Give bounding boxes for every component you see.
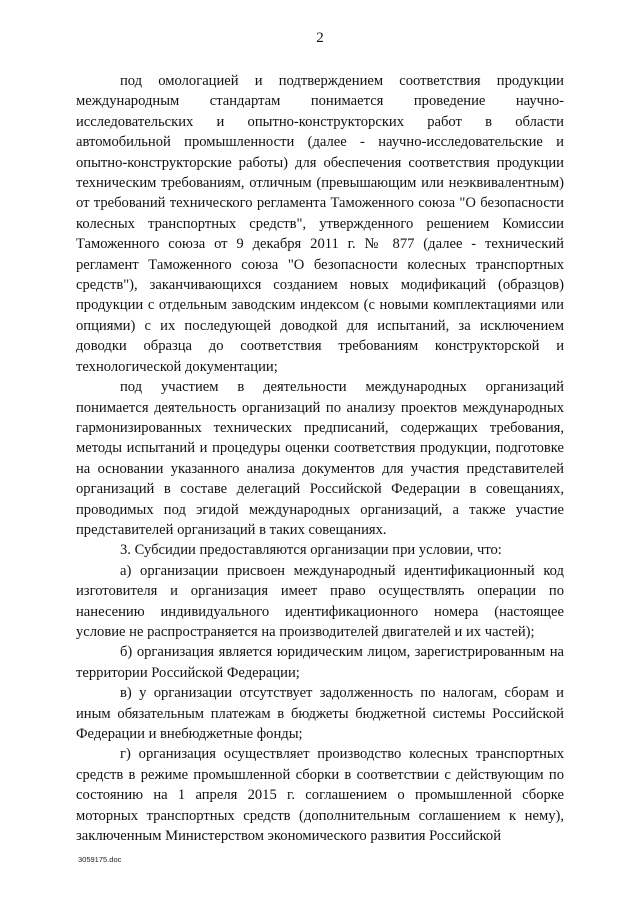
footer-document-id: 3059175.doc — [78, 855, 122, 864]
paragraph-international-participation-definition: под участием в деятельности международных организаций понимается деятельность организаций по анализу проектов международных гармонизированных технических предписаний, содержащих требования, методы испытаний и процедуры оценки соответствия продукции, подготовке на основании указанного анализа документов для участия представителей организаций в составе делегаций Российской Федерации в совещаниях, проводимых под эгидой международных организаций, а также участие представителей организаций в таких совещаниях. — [76, 379, 564, 538]
paragraph-homologation-definition: под омологацией и подтверждением соответствия продукции международным стандартам понимается проведение научно-исследовательских и опытно-конструкторских работ в области автомобильной промышленности (далее - научно-исследовательские и опытно-конструкторские работы) для обеспечения соответствия продукции техническим требованиям, отличным (превышающим или неэквивалентным) от требований технического регламента Таможенного союза "О безопасности колесных транспортных средств", утвержденного решением Комиссии Таможенного союза от 9 декабря 2011 г. № 877 (далее - технический регламент Таможенного союза "О безопасности колесных транспортных средств"), заканчивающихся созданием новых модификаций (образцов) продукции с отдельным заводским индексом (с новыми комплектациями или опциями) с их последующей доводкой для испытаний, за исключением доводки образца до соответствия требованиям конструкторской и технологической документации; — [76, 73, 564, 375]
paragraph-subsidy-conditions: 3. Субсидии предоставляются организации при условии, что: — [120, 542, 502, 559]
paragraph-condition-b: б) организация является юридическим лицом, зарегистрированным на территории Российской Федерации; — [76, 644, 564, 681]
paragraph-condition-a: а) организации присвоен международный идентификационный код изготовителя и организация имеет право осуществлять операции по нанесению индивидуального идентификационного номера (настоящее условие не распространяется на производителей двигателей и их частей); — [76, 562, 564, 640]
paragraph-condition-v: в) у организации отсутствует задолженность по налогам, сборам и иным обязательным платежам в бюджеты бюджетной системы Российской Федерации и внебюджетные фонды; — [76, 685, 564, 742]
document-body — [76, 71, 564, 846]
page-number: 2 — [316, 30, 324, 46]
paragraph-condition-g: г) организация осуществляет производство колесных транспортных средств в режиме промышленной сборки в соответствии с действующим по состоянию на 1 апреля 2015 г. соглашением о промышленной сборке моторных транспортных средств (дополнительным соглашением к нему), заключенным Министерством экономического развития Российской — [76, 746, 564, 845]
